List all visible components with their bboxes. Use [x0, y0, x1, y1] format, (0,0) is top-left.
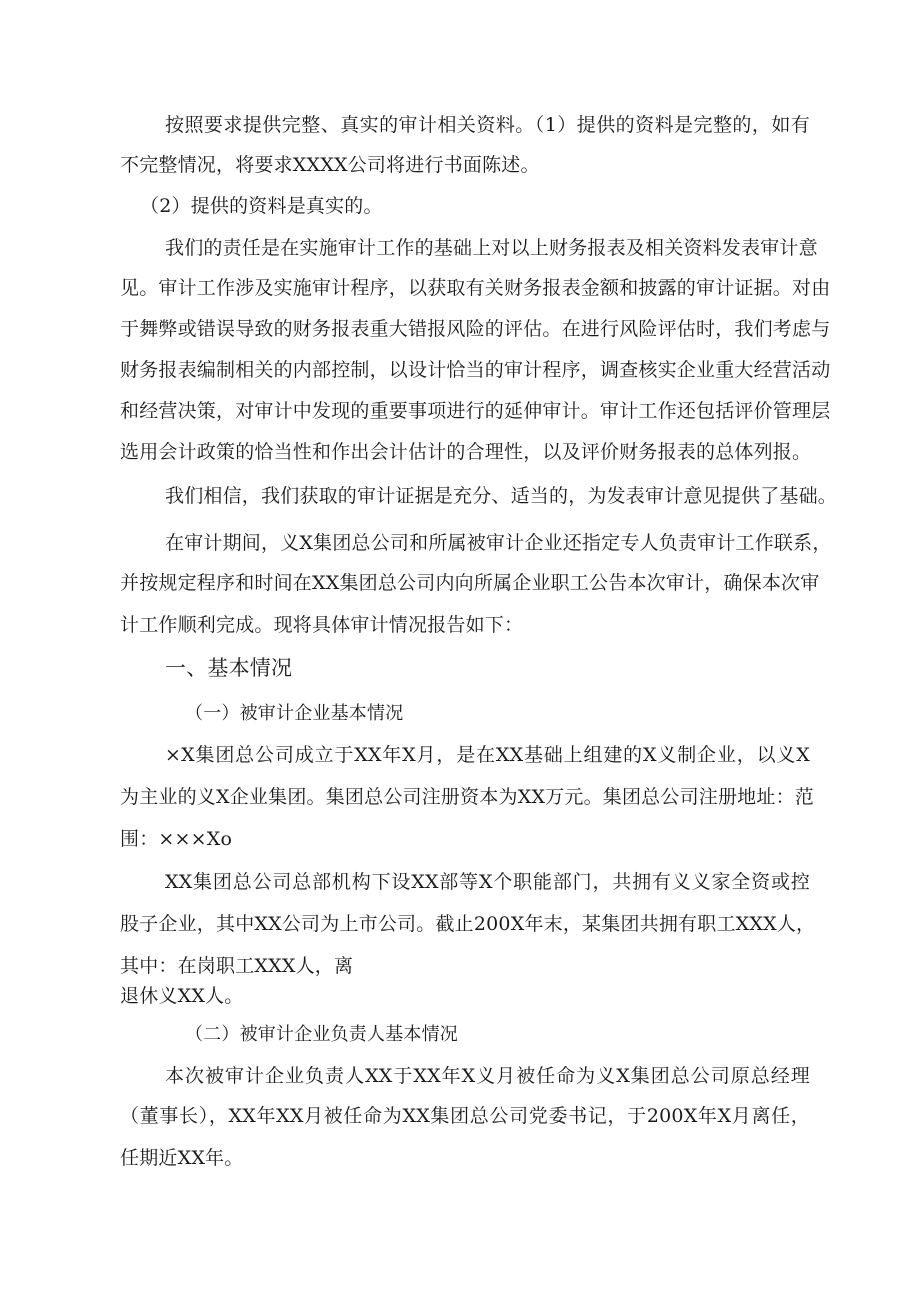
paragraph-line: 在审计期间，义X集团总公司和所属被审计企业还指定专人负责审计工作联系，: [165, 532, 832, 554]
paragraph-line: 本次被审计企业负责人XX于XX年X义月被任命为义X集团总公司原总经理: [165, 1065, 810, 1087]
section-heading: 一、基本情况: [165, 656, 293, 680]
paragraph-line: 为主业的义X企业集团。集团总公司注册资本为XX万元。集团总公司注册地址：范: [120, 786, 814, 808]
paragraph-line: 财务报表编制相关的内部控制，以设计恰当的审计程序，调查核实企业重大经营活动: [120, 359, 831, 381]
paragraph-line: 股子企业，其中XX公司为上市公司。截止200X年末，某集团共拥有职工XXX人，: [120, 913, 816, 935]
paragraph-line: XX集团总公司总部机构下设XX部等X个职能部门，共拥有义义家全资或控: [165, 871, 810, 893]
paragraph-line: 任期近XX年。: [120, 1147, 244, 1169]
paragraph-line: （2）提供的资料是真实的。: [140, 195, 383, 217]
paragraph-line: 于舞弊或错误导致的财务报表重大错报风险的评估。在进行风险评估时，我们考虑与: [120, 318, 831, 340]
paragraph-line: 按照要求提供完整、真实的审计相关资料。（1）提供的资料是完整的，如有: [165, 114, 810, 136]
paragraph-line: 计工作顺利完成。现将具体审计情况报告如下：: [120, 614, 524, 636]
paragraph-line: 选用会计政策的恰当性和作出会计估计的合理性，以及评价财务报表的总体列报。: [120, 441, 812, 463]
paragraph-line: 见。审计工作涉及实施审计程序，以获取有关财务报表金额和披露的审计证据。对由: [120, 277, 831, 299]
paragraph-line: 并按规定程序和时间在XX集团总公司内向所属企业职工公告本次审计，确保本次审: [120, 572, 820, 594]
paragraph-line: 我们的责任是在实施审计工作的基础上对以上财务报表及相关资料发表审计意: [165, 237, 818, 259]
subsection-heading: （二）被审计企业负责人基本情况: [185, 1024, 458, 1045]
paragraph-line: 围：×××Xo: [120, 828, 233, 850]
paragraph-line: 其中：在岗职工XXX人，离: [120, 955, 354, 977]
paragraph-line: （董事长），XX年XX月被任命为XX集团总公司党委书记，于200X年X月离任，: [120, 1105, 810, 1127]
paragraph-line: 退休义XX人。: [120, 985, 244, 1007]
subsection-heading: （一）被审计企业基本情况: [185, 703, 404, 724]
paragraph-line: 和经营决策，对审计中发现的重要事项进行的延伸审计。审计工作还包括评价管理层: [120, 400, 831, 422]
paragraph-line: 我们相信，我们获取的审计证据是充分、适当的，为发表审计意见提供了基础。: [165, 485, 838, 507]
paragraph-line: ×X集团总公司成立于XX年X月，是在XX基础上组建的X义制企业，以义X: [165, 744, 810, 766]
paragraph-line: 不完整情况，将要求XXXX公司将进行书面陈述。: [120, 154, 540, 176]
